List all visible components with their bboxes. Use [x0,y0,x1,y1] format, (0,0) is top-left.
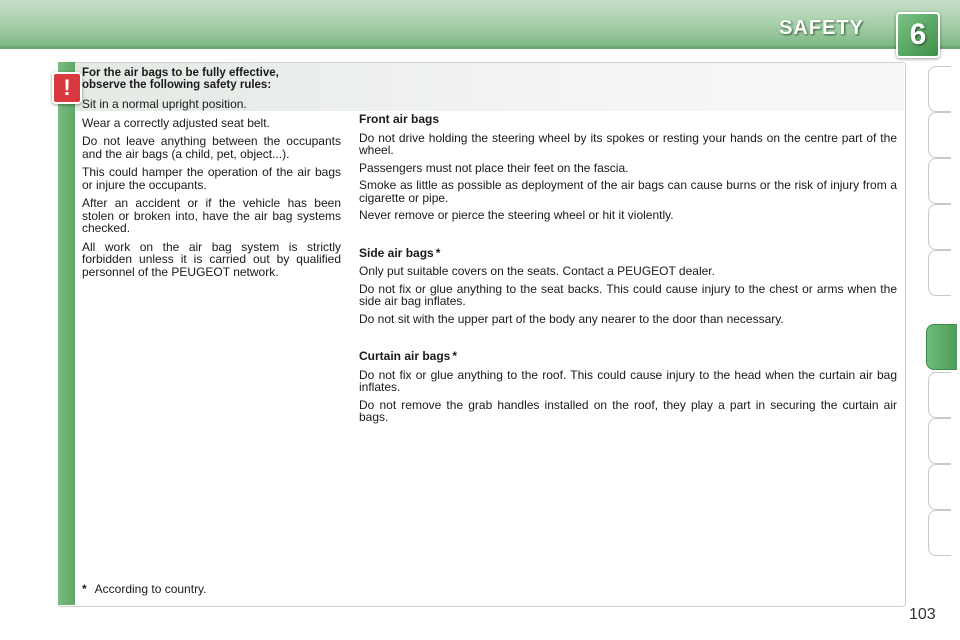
page-title: SAFETY [779,17,864,39]
chapter-badge [896,12,940,58]
chapter-tab[interactable] [928,250,951,296]
safety-rules-column [82,68,341,284]
section-paragraph: Do not fix or glue anything to the seat backs. This could cause injury to the chest or arms when the side air bag inflates. [359,281,897,308]
chapter-tab[interactable] [928,158,951,204]
section-side-air-bags [359,247,897,326]
section-paragraph: Do not drive holding the steering wheel by its spokes or resting your hands on the centre part of the wheel. [359,130,897,157]
warning-exclamation-icon: ! [52,72,82,104]
country-footnote-marker: * [435,245,441,260]
footnote-text: According to country. [94,582,207,596]
chapter-tab[interactable] [928,112,951,158]
chapter-tabs [928,66,960,576]
section-paragraph: Only put suitable covers on the seats. Contact a PEUGEOT dealer. [359,264,715,278]
section-paragraph: Do not remove the grab handles installed on the roof, they play a part in securing the curtain air bags. [359,397,897,424]
safety-rule: After an accident or if the vehicle has been stolen or broken into, have the air bag systems checked. [82,196,341,235]
safety-rule: This could hamper the operation of the air bags or injure the occupants. [82,165,341,192]
section-title: Front air bags [359,112,440,126]
safety-rule: Sit in a normal upright position. [82,97,247,111]
section-paragraph: Do not fix or glue anything to the roof. This could cause injury to the head when the curtain air bag inflates. [359,367,897,394]
section-curtain-air-bags [359,350,897,424]
chapter-tab[interactable] [928,372,951,418]
chapter-tab[interactable] [928,66,951,112]
safety-rule: Wear a correctly adjusted seat belt. [82,115,270,130]
safety-rule: Do not leave anything between the occupants and the air bags (a child, pet, object...). [82,134,341,161]
section-title: Side air bags * [359,245,441,260]
section-title: Curtain air bags * [359,349,458,363]
section-paragraph: Never remove or pierce the steering wheel or hit it violently. [359,208,674,222]
country-footnote-marker: * [452,349,458,363]
footnote [82,582,207,596]
section-paragraph: Passengers must not place their feet on the fascia. [359,160,629,175]
safety-rules-heading: For the air bags to be fully effective, observe the following safety rules: [82,67,279,91]
chapter-tab[interactable] [928,418,951,464]
panel-accent-bar [58,62,75,605]
chapter-tab[interactable] [928,510,951,556]
header-divider [0,46,960,49]
air-bag-sections [359,113,897,449]
section-front-air-bags [359,113,897,222]
chapter-tab-active[interactable] [926,324,957,370]
footnote-marker: * [82,582,87,596]
chapter-tab[interactable] [928,204,951,250]
safety-rule: All work on the air bag system is strictly forbidden unless it is carried out by qualified personnel of the PEUGEOT network. [82,239,341,279]
section-paragraph: Smoke as little as possible as deployment of the air bags can cause burns or the risk of injury from a cigarette or pipe. [359,178,897,205]
chapter-number: 6 [909,18,927,51]
page-number: 103 [909,606,936,623]
section-paragraph: Do not sit with the upper part of the body any nearer to the door than necessary. [359,311,784,326]
chapter-tab[interactable] [928,464,951,510]
